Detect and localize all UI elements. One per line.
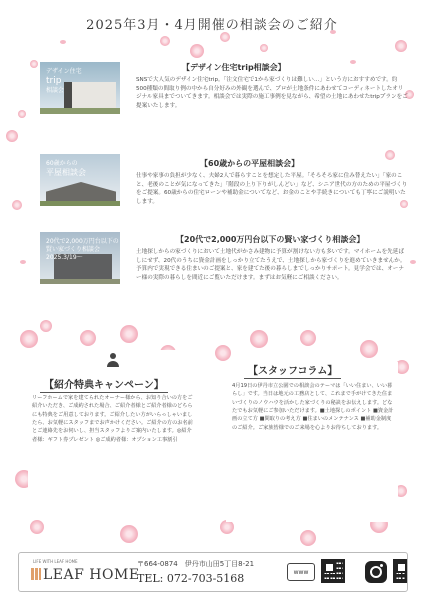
thumb-label: 60歳からの: [46, 160, 78, 167]
trip-consultation-section: [0, 62, 424, 152]
thumb-label: trip: [46, 75, 62, 86]
company-phone[interactable]: TEL: 072-703-5168: [137, 572, 245, 585]
instagram-icon[interactable]: [365, 561, 387, 583]
card-body: リーフホームで家を建てられたオーナー様から、お知り合いの方をご紹介いただき、ご成約された場合、ご紹介者様とご紹介者様のどちらにも特典をご用意しております。ご紹介したい方がいらっしゃいましたら、お気軽にスタッフまでお声かけください。ご紹介の方のお名前とご連絡先をお伺いし、担当スタッフよりご案内いたします。◎紹介者様：ギフト券プレゼント ◎ご成約者様：オプション工事割引: [32, 395, 193, 443]
staff-column-card: [226, 362, 398, 522]
card-title-text: 【紹介特典キャンペーン】: [44, 380, 164, 391]
www-text: www: [293, 568, 309, 576]
website-qr-code[interactable]: [321, 559, 345, 583]
twenties-housing-section: [0, 232, 424, 328]
user-group-icon: [104, 352, 122, 368]
card-title-text: 【スタッフコラム】: [248, 366, 338, 377]
logo-text: LEAF HOME: [43, 567, 140, 583]
card-title: [44, 376, 164, 391]
section-body: 仕事や家事の負担が少なく、夫婦2人で暮らすことを想定した平屋。「そろそろ家に住み替えたい」「家のこと、老後のことが気になってきた」「階段の上り下りがしんどい」など、シニア世代の方のための平屋づくりをご提案。60歳からの住宅ローンや補助金についてなど、お金のことや手続きについても丁寧にご説明いたします。: [136, 173, 408, 205]
company-address: 〒664-0874 伊丹市山田5丁目8-21: [137, 560, 255, 568]
twenties-thumbnail: [40, 232, 120, 284]
leaf-home-logo: [31, 567, 140, 583]
page-title: 2025年3月・4月開催の相談会のご紹介: [86, 18, 338, 33]
logo-tagline: LIFE WITH LEAF HOME: [33, 559, 78, 564]
section-title: 【60歳からの平屋相談会】: [200, 159, 300, 168]
section-body: 土地探しからの家づくりにおいて土地代がかさみ建物に予算が割けない方も多いです。マイホームを先延ばしにせず、20代のうちに資金計画をしっかり立てたうえで、土地探しから家づくりを進めていきませんか。予算内で実現できる住まいのご提案と、家を建てた後の暮らしまでしっかりサポート。見学会では、オーナー様の実際の暮らしを間近にご覧いただけます。まずはお気軽にご相談ください。: [136, 249, 406, 281]
thumb-label: デザイン住宅: [46, 68, 82, 75]
thumb-label: 2025.3/19～: [46, 253, 83, 261]
thumb-label: 20代で2,000万円台以下の: [46, 238, 119, 245]
card-title: [248, 362, 337, 377]
section-title: 【20代で2,000万円台以下の賢い家づくり相談会】: [176, 235, 365, 244]
website-link[interactable]: [287, 563, 315, 581]
thumb-label: 賢い家づくり相談会: [46, 245, 101, 253]
bungalow-thumbnail: [40, 154, 120, 206]
footer-bar: [18, 552, 408, 592]
section-title: 【デザイン住宅trip相談会】: [182, 63, 286, 72]
thumb-label: 平屋相談会: [46, 167, 86, 177]
section-body: SNSで大人気のデザイン住宅trip。「注文住宅で1から家づくりは難しい…」という方におすすめです。約500種類の間取り例の中から自分好みの外観を選んで、プロが土地条件にあわせてコーディネートしたオリジナル家具までついてきます。相談会では実際の施工事例を見ながら、希望の土地にあわせたtripプランをご提案いたします。: [136, 77, 408, 109]
thumb-label: 相談会: [46, 87, 65, 95]
instagram-qr-code[interactable]: [393, 559, 407, 583]
senior-bungalow-section: [0, 154, 424, 224]
trip-thumbnail: [40, 62, 120, 114]
leaf-icon: [31, 568, 41, 580]
card-body: 4月19日の伊丹市立公園での相談会のテーマは「いい住まい、いい暮らし」です。当日は地元の工務店として、これまで手がけてきた住まいづくりのノウハウを活かした家づくりの秘訣をお伝えします。どなたでもお気軽にご参加いただけます。■土地探しのポイント ■資金計画の立て方 ■間取りの考え方 ■住まいのメンテナンス ■補助金制度のご紹介。ご家族皆様でのご来場を心よりお待ちしております。: [232, 383, 394, 431]
referral-campaign-card: [28, 350, 198, 520]
